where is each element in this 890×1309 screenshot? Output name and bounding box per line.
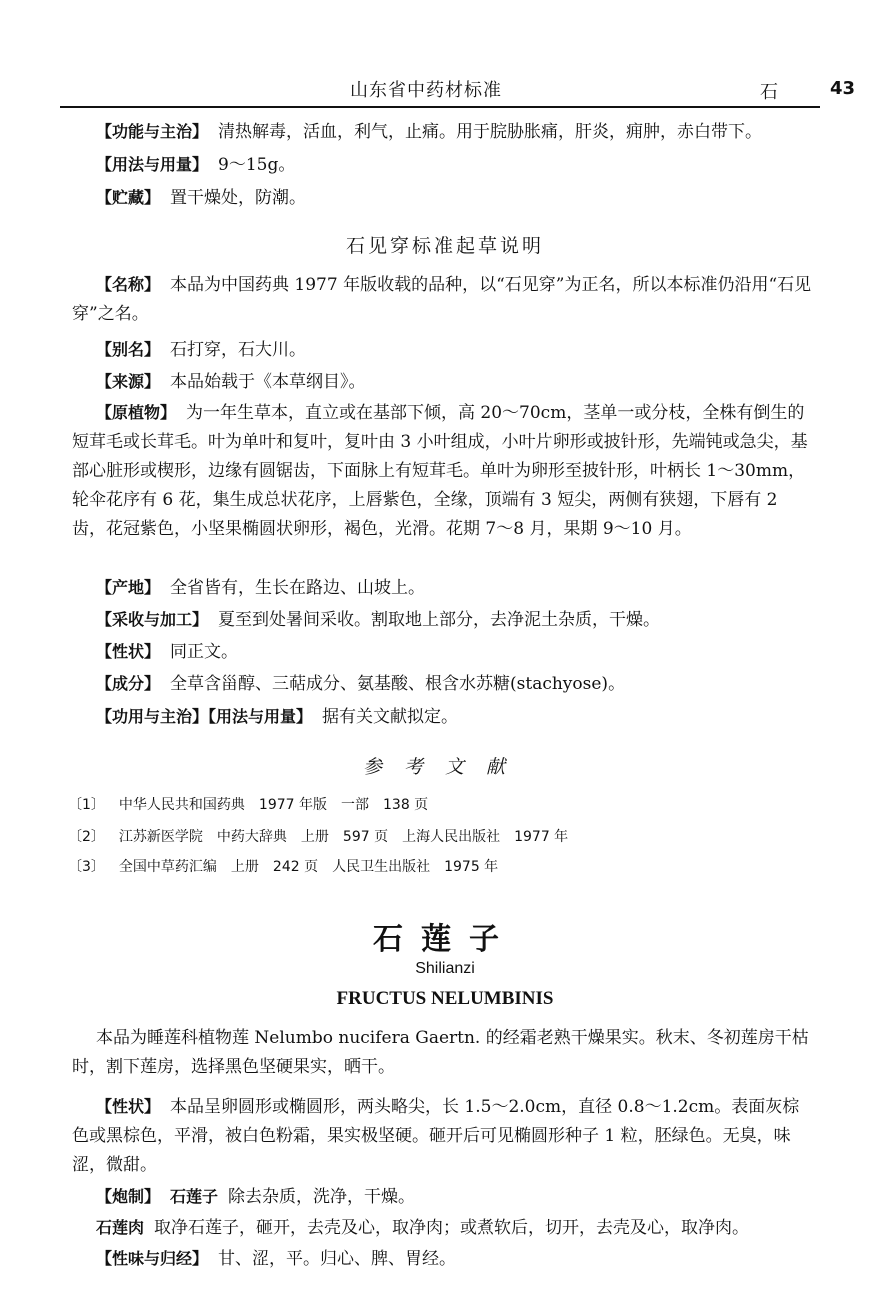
storage: [72, 183, 812, 213]
label: 【产地】: [96, 578, 161, 597]
references-title: 参考文献: [362, 756, 527, 778]
label: 【成分】: [96, 674, 161, 693]
reference-text: 江苏新医学院 中药大辞典 上册 597 页 上海人民出版社 1977 年: [118, 829, 569, 845]
page-number: 43: [830, 78, 856, 99]
draft-title: 石见穿标准起草说明: [345, 235, 544, 257]
label: 【原植物】: [96, 403, 177, 422]
entry-nature: [72, 1244, 812, 1274]
label: 【性状】: [96, 1097, 161, 1116]
entry-processing: [72, 1182, 812, 1212]
text: 取净石莲子，砸开，去壳及心，取净肉；或煮软后，切开，去壳及心，取净肉。: [154, 1218, 750, 1238]
draft-source: [72, 367, 812, 397]
text: 本品呈卵圆形或椭圆形，两头略尖，长 1.5～2.0cm，直径 0.8～1.2cm。表面灰棕色或黑棕色，平滑，被白色粉霜，果实极坚硬。砸开后可见椭圆形种子 1 粒，胚绿色。无臭，味涩，微甜。: [72, 1097, 800, 1175]
label: 【功用与主治】【用法与用量】: [96, 707, 313, 726]
draft-component: [72, 669, 812, 699]
label: 【来源】: [96, 372, 161, 391]
entry-pinyin: Shilianzi: [415, 960, 475, 977]
text: 为一年生草本，直立或在基部下倾，高 20～70cm，茎单一或分枝，全株有倒生的短茸毛或长茸毛。叶为单叶和复叶，复叶由 3 小叶组成，小叶片卵形或披针形，先端钝或急尖，基部心脏形或楔形，边缘有圆锯齿，下面脉上有短茸毛。单叶为卵形至披针形，叶柄长 1～30mm，轮伞花序有 6 花，集生成总状花序，上唇紫色，全缘，顶端有 3 短尖，两侧有狭翅，下唇有 2 齿，花冠紫色，小坚果椭圆状卵形，褐色，光滑。花期 7～8 月，果期 9～10 月。: [72, 403, 808, 539]
entry-character: [72, 1092, 812, 1180]
text: 本品始载于《本草纲目》。: [170, 372, 366, 392]
draft-function: [72, 702, 812, 732]
label: 【采收与加工】: [96, 610, 209, 629]
entry-flesh: [72, 1213, 812, 1243]
label: 【炮制】: [96, 1187, 161, 1206]
text: 夏至到处暑间采收。割取地上部分，去净泥土杂质，干燥。: [218, 610, 661, 630]
text: 本品为睡莲科植物莲 Nelumbo nucifera Gaertn. 的经霜老熟干燥果实。秋末、冬初莲房干枯时，割下莲房，选择黑色坚硬果实，晒干。: [72, 1028, 809, 1077]
section-char: 石: [760, 82, 778, 103]
label: 【名称】: [96, 275, 161, 294]
label: 【功能与主治】: [96, 122, 209, 141]
label: 【性味与归经】: [96, 1249, 209, 1268]
text: 同正文。: [170, 642, 239, 662]
label: 【性状】: [96, 642, 161, 661]
reference-text: 中华人民共和国药典 1977 年版 一部 138 页: [118, 797, 429, 813]
running-header: [60, 72, 856, 108]
label: 【贮藏】: [96, 188, 161, 207]
usage-dosage: [72, 150, 812, 180]
running-title: 山东省中药材标准: [350, 80, 502, 101]
reference-number: 〔1〕: [68, 797, 105, 813]
entry-latin-name: FRUCTUS NELUMBINIS: [336, 988, 554, 1009]
text: 除去杂质，洗净，干燥。: [228, 1187, 416, 1207]
text: 置干燥处，防潮。: [170, 188, 307, 208]
draft-name: [72, 270, 812, 329]
reference-item: [68, 826, 568, 846]
draft-origin: [72, 573, 812, 603]
text: 全草含甾醇、三萜成分、氨基酸、根含水苏糖(stachyose)。: [170, 674, 626, 694]
text: 石打穿，石大川。: [170, 340, 307, 360]
label: 石莲肉: [96, 1218, 145, 1237]
label: 【用法与用量】: [96, 155, 209, 174]
text: 9～15g。: [218, 155, 296, 175]
label: 【别名】: [96, 340, 161, 359]
sub-label: 石莲子: [170, 1187, 219, 1206]
reference-item: [68, 794, 428, 814]
draft-character: [72, 637, 812, 667]
draft-alias: [72, 335, 812, 365]
draft-harvest: [72, 605, 812, 635]
text: 本品为中国药典 1977 年版收载的品种，以“石见穿”为正名，所以本标准仍沿用“石见穿”之名。: [72, 275, 812, 324]
text: 清热解毒，活血，利气，止痛。用于脘胁胀痛，肝炎，痈肿，赤白带下。: [218, 122, 763, 142]
text: 全省皆有，生长在路边、山坡上。: [170, 578, 426, 598]
reference-number: 〔3〕: [68, 859, 105, 875]
reference-number: 〔2〕: [68, 829, 105, 845]
draft-plant: [72, 398, 812, 544]
reference-text: 全国中草药汇编 上册 242 页 人民卫生出版社 1975 年: [118, 859, 499, 875]
text: 据有关文献拟定。: [322, 707, 459, 727]
entry-title: 石莲子: [373, 922, 517, 957]
reference-item: [68, 856, 498, 876]
function-indication: [72, 117, 812, 147]
text: 甘、涩，平。归心、脾、胃经。: [218, 1249, 457, 1269]
entry-intro: [72, 1024, 812, 1082]
